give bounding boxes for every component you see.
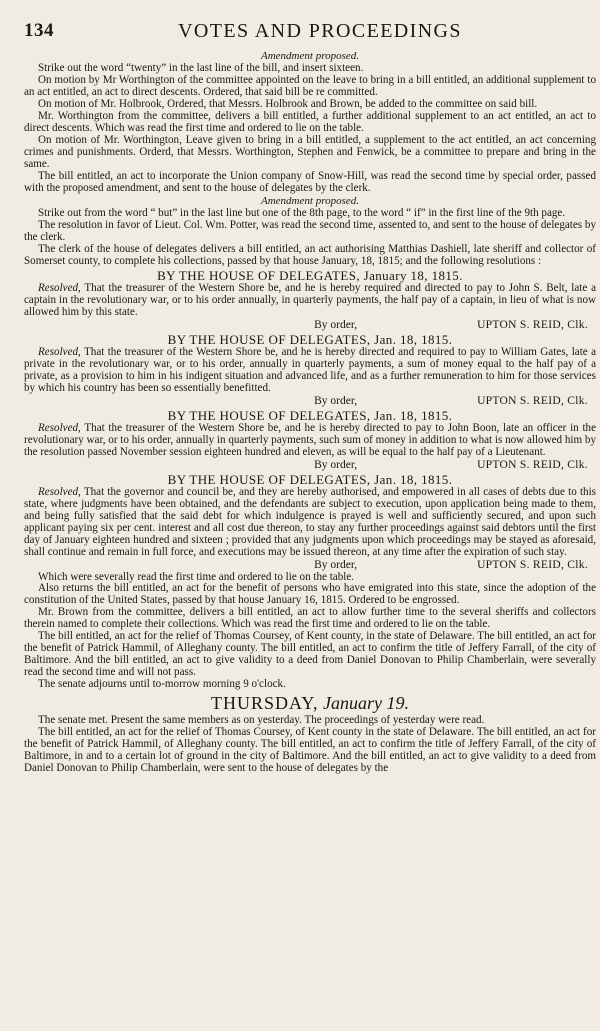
resolved-label: Resolved,	[38, 346, 81, 359]
paragraph: On motion of Mr. Holbrook, Ordered, that Messrs. Holbrook and Brown, be added to the committee on said bill.	[38, 97, 538, 110]
resolution-text: That the treasurer of the Western Shore be, and he is hereby required and directed to pay to John S. Belt, late a captain in the revolutionary war, or to his order annually, in quarterly payments, the half pay of a captain, in lieu of what is now allowed him by this state.	[24, 282, 596, 319]
resolution-heading: BY THE HOUSE OF DELEGATES, Jan. 18, 1815.	[167, 471, 453, 487]
page-header	[24, 20, 596, 46]
paragraph: On motion of Mr. Worthington, Leave given to bring in a bill entitled, a supplement to the act entitled, an act concerning crimes and punishments. Orderd, that Messrs. Worthington, Stephen and Fenwick, be a committee to prepare and bring in the same.	[24, 133, 596, 170]
paragraph: The clerk of the house of delegates delivers a bill entitled, an act authorising Matthias Dashiell, late sheriff and collector of Somerset county, to complete his collections, passed by that house January, 18, 1815; and the following resolutions :	[24, 243, 596, 268]
amendment-heading: Amendment proposed.	[261, 195, 359, 208]
signer-name: UPTON S. REID, Clk.	[477, 394, 588, 407]
resolution-paragraph	[24, 283, 596, 319]
resolution-text: That the governor and council be, and they are hereby authorised, and empowered in all cases of debts due to this state, where judgments have been obtained, and the defendants are subject to execution, upon application being made to them, and being fully satisfied that the said debt for which indulgence is prayed is well and sufficiently secured, and upon such applicant paying six per cent. interest and all cost due thereon, to stay any further proceedings against said debtors until the first day of January eighteen hundred and sixteen ; provided that any judgments upon which proceedings may be stayed as aforesaid, shall continue and remain in full force, and executions may be issued thereon, at any time after the expiration of such stay.	[24, 485, 596, 558]
resolution-paragraph	[24, 423, 596, 459]
resolved-label: Resolved,	[38, 421, 81, 434]
paragraph: The resolution in favor of Lieut. Col. Wm. Potter, was read the second time, assented to, and sent to the house of delegates by the clerk.	[24, 219, 596, 244]
paragraph: The bill entitled, an act for the relief of Thomas Coursey, of Kent county in the state of Delaware. The bill entitled, an act for the benefit of Patrick Hammil, of Alleghany county. The bill entitled, an act to confirm the title of Jeffery Farrall, of the city of Baltimore, in and to a certain lot of ground in the city of Baltimore. And the bill entitled, an act to give validity to a deed from Daniel Donovan to Philip Chamberlain, were sent to the house of delegates by the	[24, 725, 596, 774]
day-date: January 19.	[323, 693, 410, 714]
signature-line	[24, 559, 596, 572]
amendment-heading: Amendment proposed.	[261, 50, 359, 62]
day-name: THURSDAY,	[210, 693, 319, 714]
paragraph: Mr. Brown from the committee, delivers a bill entitled, an act to allow further time to the several sheriffs and collectors therein named to complete their collections. Which was read the first time and ordered to lie on the table.	[24, 606, 596, 631]
by-order-label: By order,	[314, 458, 358, 471]
by-order-label: By order,	[314, 394, 358, 407]
resolved-label: Resolved,	[38, 282, 81, 295]
by-order-label: By order,	[314, 558, 358, 571]
paragraph: Which were severally read the first time and ordered to lie on the table.	[38, 570, 355, 583]
paragraph: Strike out the word “twenty” in the last line of the bill, and insert sixteen.	[38, 62, 364, 74]
signature-line	[24, 395, 596, 408]
resolution-heading: BY THE HOUSE OF DELEGATES, Jan. 18, 1815.	[167, 407, 453, 423]
paragraph: The senate met. Present the same members as on yesterday. The proceedings of yesterday were read.	[38, 714, 485, 727]
paragraph: On motion by Mr Worthington of the committee appointed on the leave to bring in a bill entitled, an additional supplement to an act entitled, an act to direct descents. Ordered, that said bill be re committed.	[24, 73, 596, 98]
paragraph: Mr. Worthington from the committee, delivers a bill entitled, a further additional supplement to an act entitled, an act to direct descents. Which was read the first time and ordered to lie on the table.	[24, 109, 596, 134]
resolution-text: That the treasurer of the Western Shore be, and he is hereby directed to pay to John Boon, late an officer in the revolutionary war, or to his order, annually in quarterly payments, such sum of money in addition to what is now allowed him by the resolution passed November session eighteen hundred and eleven, as will be equal to the half pay of a Lieutenant.	[24, 421, 596, 458]
paragraph: The bill entitled, an act to incorporate the Union company of Snow-Hill, was read the second time by special order, passed with the proposed amendment, and sent to the house of delegates by the clerk.	[24, 169, 596, 194]
resolution-heading: BY THE HOUSE OF DELEGATES, Jan. 18, 1815.	[167, 332, 453, 348]
resolution-heading: BY THE HOUSE OF DELEGATES, January 18, 1815.	[157, 268, 463, 284]
paragraph: The bill entitled, an act for the relief of Thomas Coursey, of Kent county, in the state of Delaware. The bill entitled, an act for the benefit of Patrick Hammil, of Alleghany county. The bill entitled, an act to confirm the title of Jeffery Farrall, of the city of Baltimore. And the bill entitled, an act to give validity to a deed from Daniel Donovan to Philip Chamberlain, were severally read the second time and will not pass.	[24, 630, 596, 679]
day-heading	[24, 693, 596, 713]
by-order-label: By order,	[314, 319, 358, 332]
signer-name: UPTON S. REID, Clk.	[477, 319, 588, 332]
signature-line	[24, 459, 596, 472]
signer-name: UPTON S. REID, Clk.	[477, 558, 588, 571]
signature-line	[24, 319, 596, 332]
page-number: 134	[24, 20, 54, 41]
running-title: VOTES AND PROCEEDINGS	[178, 20, 462, 42]
paragraph: Strike out from the word “ but” in the last line but one of the 8th page, to the word “ if” in the first line of the 9th page.	[38, 207, 566, 220]
resolution-paragraph	[24, 487, 596, 559]
page-body	[24, 50, 596, 775]
paragraph: The senate adjourns until to-morrow morning 9 o'clock.	[38, 678, 286, 691]
resolved-label: Resolved,	[38, 485, 81, 498]
resolution-text: That the treasurer of the Western Shore be, and he is hereby directed and required to pay to William Gates, late a private in the revolutionary war, or to his order, annually in quarterly payments, a sum of money equal to the half pay of a private, as a provision to him in his indigent situation and advanced life, and as a further remuneration to him for those services by which his country has been so essentially benefitted.	[24, 346, 596, 394]
signer-name: UPTON S. REID, Clk.	[477, 458, 588, 471]
resolution-paragraph	[24, 347, 596, 395]
paragraph: Also returns the bill entitled, an act for the benefit of persons who have emigrated into this state, since the adoption of the constitution of the United States, passed by that house January 16, 1815. Ordered to be engrossed.	[24, 582, 596, 607]
